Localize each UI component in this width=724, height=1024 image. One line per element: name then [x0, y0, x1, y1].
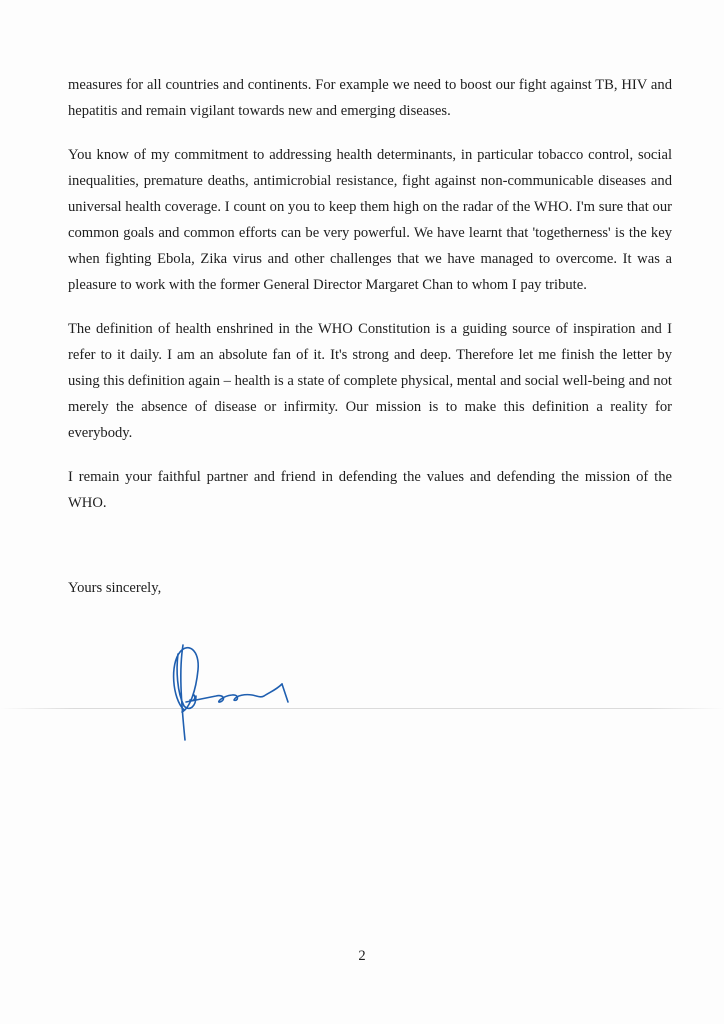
page-number: 2: [358, 948, 366, 964]
paragraph-2: You know of my commitment to addressing health determinants, in particular tobacco control, social inequalities, premature deaths, antimicrobial resistance, fight against non-communicable diseases and universal health coverage. I count on you to keep them high on the radar of the WHO. I'm sure that our common goals and common efforts can be very powerful. We have learnt that 'togetherness' is the key when fighting Ebola, Zika virus and other challenges that we have managed to overcome. It was a pleasure to work with the former General Director Margaret Chan to whom I pay tribute.: [68, 147, 672, 293]
handwritten-signature: [166, 640, 300, 742]
paragraph-4: I remain your faithful partner and friend in defending the values and defending the mission of the WHO.: [68, 469, 672, 511]
signature-line: [0, 708, 724, 709]
closing-salutation: Yours sincerely,: [68, 580, 162, 596]
paragraph-3: The definition of health enshrined in the WHO Constitution is a guiding source of inspiration and I refer to it daily. I am an absolute fan of it. It's strong and deep. Therefore let me finish the letter by using this definition again – health is a state of complete physical, mental and social well-being and not merely the absence of disease or infirmity. Our mission is to make this definition a reality for everybody.: [68, 321, 672, 441]
letter-body: [68, 72, 672, 534]
paragraph-1: measures for all countries and continents. For example we need to boost our fight against TB, HIV and hepatitis and remain vigilant towards new and emerging diseases.: [68, 77, 672, 119]
